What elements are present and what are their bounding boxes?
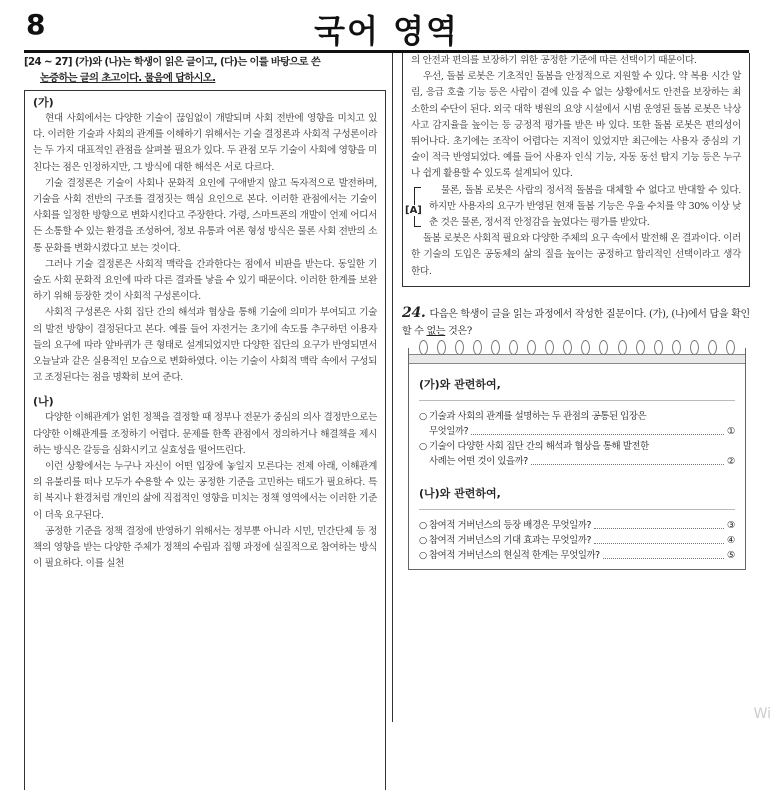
answer-choice-3[interactable]	[419, 518, 735, 533]
answer-choice-2[interactable]	[419, 439, 735, 469]
choice-text: 기술과 사회의 관계를 설명하는 두 관점의 공통된 입장은	[429, 410, 647, 422]
choice-text-cont: 무엇일까?	[429, 425, 469, 437]
paragraph: 사회적 구성론은 사회 집단 간의 해석과 협상을 통해 기술에 의미가 부여되고 기술의 발전 방향이 결정된다고 본다. 예를 들어 자전거는 초기에 속도를 추구하던 이용자들의 요구에 따라 앞바퀴가 큰 형태로 설계되었지만 다양한 집단의 요구가 반영되면서 오늘날과 같은 실용적인 모습으로 변화하였다. 이는 기술이 사회적 맥락 속에서 구성되고 조정된다는 점을 명확히 보여 준다.	[33, 307, 377, 384]
choice-text-cont: 사례는 어떤 것이 있을까?	[429, 455, 528, 467]
ring-icon	[708, 340, 717, 355]
instruction-line-2: 논증하는 글의 초고이다. 물음에 답하시오.	[40, 73, 216, 84]
section-label-ga: (가)	[33, 96, 54, 109]
question-number: 24.	[402, 304, 426, 321]
watermark: Wi	[753, 706, 771, 722]
paragraph: 다양한 이해관계가 얽힌 정책을 결정할 때 정부나 전문가 중심의 의사 결정만으로는 다양한 이해관계를 조정하기 어렵다. 문제를 한쪽 관점에서 정의하거나 해결책을 제시하는 방식은 갈등을 심화시키고 실효성을 떨어뜨린다.	[33, 412, 377, 456]
spiral-rings	[409, 340, 745, 356]
paragraph: 의 안전과 편의를 보장하기 위한 공정한 기준에 따른 선택이기 때문이다.	[411, 55, 697, 66]
ring-icon	[545, 340, 554, 355]
note-divider	[419, 509, 735, 510]
ring-icon	[527, 340, 536, 355]
paragraph: 기술 결정론은 기술이 사회나 문화적 요인에 구애받지 않고 독자적으로 발전하며, 기술을 사회 전반의 구조를 결정짓는 핵심 요인으로 본다. 이러한 관점에서는 기술이 사회를 일정한 방향으로 변화시킨다고 주장한다. 가령, 스마트폰의 개발이 언제 어디서든 소통할 수 있는 환경을 조성하여, 정보 유통과 여론 형성 방식은 물론 사회 전반의 소통 문화를 변화시켰다고 보는 것이다.	[33, 177, 377, 254]
choice-text: 참여적 거버넌스의 기대 효과는 무엇일까?	[429, 534, 592, 546]
note-section-title-na: (나)와 관련하여,	[419, 486, 501, 500]
answer-choice-1[interactable]	[419, 409, 735, 439]
page-title: 국어 영역	[314, 12, 459, 50]
question-text-end: 것은?	[445, 325, 472, 337]
paragraph: 그러나 기술 결정론은 사회적 맥락을 간과한다는 점에서 비판을 받는다. 동일한 기술도 사회 문화적 요인에 따라 다른 결과를 낳을 수 있기 때문이다. 이러한 한계를 보완하기 위해 등장한 것이 사회적 구성론이다.	[33, 258, 377, 303]
choice-number: ③	[726, 519, 735, 531]
paragraph: 현대 사회에서는 다양한 기술이 끊임없이 개발되며 사회 전반에 영향을 미치고 있다. 이러한 기술과 사회의 관계를 이해하기 위해서는 기술 결정론과 사회적 구성론이라는 두 가지 대표적인 관점을 살펴볼 필요가 있다. 두 관점 모두 기술이 사회에 영향을 미친다는 점은 인정하지만, 그 방식에 대한 해석은 서로 다르다.	[33, 113, 377, 173]
bracket-label: [A]	[405, 204, 422, 216]
question-text: 다음은 학생이 글을 읽는 과정에서 작성한 질문이다. (가), (나)에서 답을 확인할 수	[402, 308, 750, 337]
answer-choice-5[interactable]	[419, 548, 735, 563]
question-emphasis: 없는	[426, 325, 446, 337]
paragraph: 돌봄 로봇은 사회적 필요와 다양한 주체의 요구 속에서 발전해 온 결과이다. 이러한 기술의 도입은 공동체의 삶의 질을 높이는 공정하고 합리적인 선택이라고 생각한다.	[411, 233, 741, 277]
ring-icon	[636, 340, 645, 355]
note-divider	[419, 400, 735, 401]
ring-icon	[581, 340, 590, 355]
page-number: 8	[26, 8, 46, 41]
ring-icon	[509, 340, 518, 355]
choice-number: ①	[726, 425, 735, 437]
ring-icon	[563, 340, 572, 355]
notepad-box	[408, 348, 746, 570]
column-divider	[392, 53, 393, 722]
choice-number: ⑤	[726, 549, 735, 561]
ring-icon	[419, 340, 428, 355]
bracketed-paragraph-a	[405, 183, 741, 232]
bullet: ○	[419, 410, 427, 422]
ring-icon	[726, 340, 735, 355]
left-column	[24, 53, 386, 790]
bullet: ○	[419, 519, 427, 531]
right-column	[402, 53, 750, 570]
note-section-title-ga: (가)와 관련하여,	[419, 377, 501, 391]
ring-icon	[672, 340, 681, 355]
passage-box-left	[24, 90, 386, 790]
bullet: ○	[419, 534, 427, 546]
ring-icon	[618, 340, 627, 355]
choice-text: 참여적 거버넌스의 등장 배경은 무엇일까?	[429, 519, 592, 531]
question-24	[402, 305, 750, 340]
choice-text: 기술이 다양한 사회 집단 간의 해석과 협상을 통해 발전한	[429, 440, 649, 452]
instruction-line-1: [24 ~ 27] (가)와 (나)는 학생이 읽은 글이고, (다)는 이를 바탕으로 쓴	[24, 57, 321, 68]
ring-icon	[473, 340, 482, 355]
ring-icon	[491, 340, 500, 355]
bullet: ○	[419, 549, 427, 561]
choice-number: ②	[726, 455, 735, 467]
choice-text: 참여적 거버넌스의 현실적 한계는 무엇일까?	[429, 549, 600, 561]
paragraph: 이런 상황에서는 누구나 자신이 어떤 입장에 놓일지 모른다는 전제 아래, 이해관계의 유불리를 떠나 모두가 수용할 수 있는 공정한 기준을 고민하는 태도가 필요하다. 특히 복지나 환경처럼 개인의 삶에 직접적인 영향을 미치는 정책 영역에서는 이러한 기준이 더욱 요구된다.	[33, 461, 377, 521]
choice-number: ④	[726, 534, 735, 546]
paragraph: 공정한 기준을 정책 결정에 반영하기 위해서는 정부뿐 아니라 시민, 민간단체 등 정책의 영향을 받는 다양한 주체가 정책의 수립과 집행 과정에 실질적으로 참여하는 방식이 필요하다. 이를 실천	[33, 525, 377, 570]
ring-icon	[437, 340, 446, 355]
ring-icon	[599, 340, 608, 355]
ring-icon	[690, 340, 699, 355]
paragraph: 물론, 돌봄 로봇은 사람의 정서적 돌봄을 대체할 수 없다고 반대할 수 있다. 하지만 사용자의 요구가 반영된 현재 돌봄 기능은 우울 수치를 약 30% 이상 낮춘 것은 물론, 정서적 안정감을 높였다는 평가를 받았다.	[429, 184, 741, 229]
passage-box-right	[402, 53, 750, 287]
ring-icon	[455, 340, 464, 355]
question-instruction	[24, 55, 386, 87]
ring-icon	[654, 340, 663, 355]
answer-choice-4[interactable]	[419, 533, 735, 548]
bullet: ○	[419, 440, 427, 452]
paragraph: 우선, 돌봄 로봇은 기초적인 돌봄을 안정적으로 지원할 수 있다. 약 복용 시간 알림, 응급 호출 기능 등은 사람이 곁에 있을 수 없는 상황에서도 안전을 보장하는 최소한의 수단이 된다. 외국 대학 병원의 요양 시설에서 시범 운영된 돌봄 로봇은 낙상 사고 감지율을 높이는 등 긍정적 평가를 받은 바 있다. 또한 돌봄 로봇은 편의성이 뛰어나다. 초기에는 조작이 어렵다는 지적이 있었지만 최근에는 사용자 중심의 기술이 적극 반영되었다. 예를 들어 사용자 인식 기능, 자동 동선 탐지 기능 등은 누구나 쉽게 활용할 수 있도록 설계되어 있다.	[411, 71, 741, 180]
section-label-na: (나)	[33, 395, 54, 409]
